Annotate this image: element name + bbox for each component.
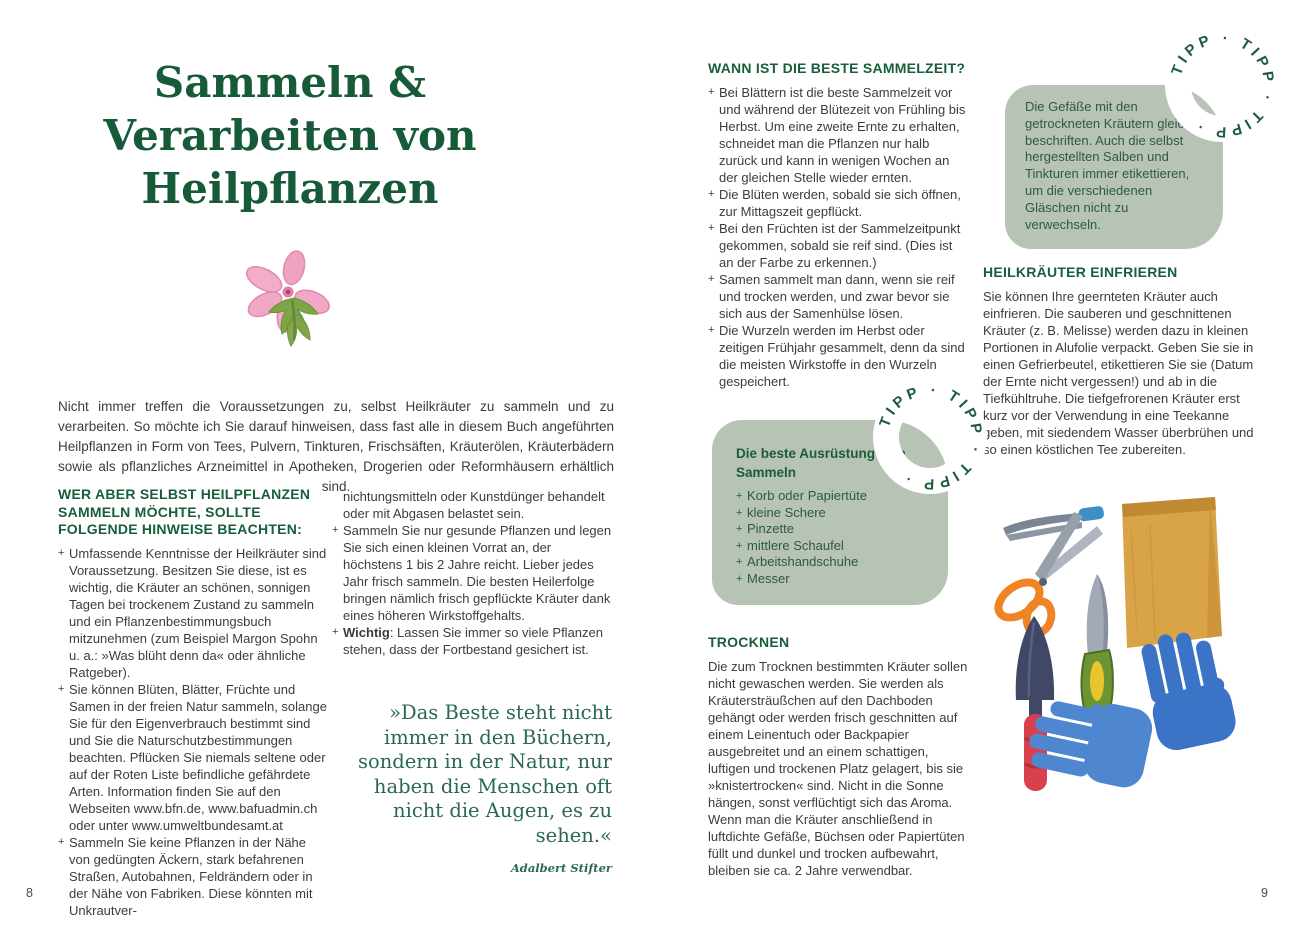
hint-item: + Sammeln Sie keine Pflanzen in der Nähe von gedüngten Äckern, stark befahrenen Straßen, Autobahnen, Feldrändern oder in der Nähe von Fabriken. Diese könnten mit Unkrautver- xyxy=(58,834,328,919)
page-title-line3: Heilpflanzen xyxy=(141,164,439,213)
sammelzeit-list xyxy=(708,84,970,390)
sammelzeit-item: + Bei den Früchten ist der Sammelzeitpunkt gekommen, sobald sie reif sind. (Dies ist an der Farbe zu erkennen.) xyxy=(708,220,970,271)
tipp-badge-icon xyxy=(1153,16,1291,154)
sammelzeit-item: + Die Wurzeln werden im Herbst oder zeitigen Frühjahr gesammelt, denn da sind die meisten Wirkstoffe in den Wurzeln gespeichert. xyxy=(708,322,970,390)
page-title-line1: Sammeln & xyxy=(153,58,427,107)
equipment-item: + mittlere Schaufel xyxy=(736,538,934,555)
equipment-item: + Korb oder Papiertüte xyxy=(736,488,934,505)
einfrieren-heading: HEILKRÄUTER EINFRIEREN xyxy=(983,264,1178,280)
gloves-icon xyxy=(1024,624,1240,791)
page-number-left: 8 xyxy=(26,886,33,900)
quote-attribution: Adalbert Stifter xyxy=(510,861,612,875)
sammelzeit-heading: WANN IST DIE BESTE SAMMELZEIT? xyxy=(708,60,966,76)
tipp-badge-icon xyxy=(861,368,999,506)
trocknen-section xyxy=(708,634,972,879)
einfrieren-text: Sie können Ihre geernteten Kräuter auch einfrieren. Die sauberen und geschnittenen Kräuter (z. B. Melisse) werden dazu in kleinen Portionen in Alufolie verpackt. Geben Sie sie in einen Gefrierbeutel, etikettieren Sie sie (Datum der Ernte nicht vergessen!) und ab in die Tiefkühltruhe. Die tiefgefrorenen Kräuter erst kurz vor der Verwendung in eine Teekanne geben, mit siedendem Wasser überbrühen und so einen köstlichen Tee zubereiten. xyxy=(983,288,1254,457)
hints-column-2 xyxy=(332,488,613,658)
equipment-title: Die beste Ausrüstung zum Sammeln xyxy=(736,446,906,480)
quote-block xyxy=(352,701,612,881)
quote-text: »Das Beste steht nicht immer in den Büchern, sondern in der Natur, nur haben die Menschen oft nicht die Augen, es zu sehen.« xyxy=(357,701,612,847)
hint-item: + Sammeln Sie nur gesunde Pflanzen und legen Sie sich einen kleinen Vorrat an, der höchstens 1 bis 2 Jahre reicht. Lieber jedes Jahr frisch sammeln. Die besten Heilerfolge bringen nämlich frisch gepflückte Kräuter dank eines höheren Wirkstoffgehalts. xyxy=(332,522,613,624)
equipment-item: + Arbeitshandschuhe xyxy=(736,554,934,571)
hints-heading: WER ABER SELBST HEILPFLANZEN SAMMELN MÖCHTE, SOLLTE FOLGENDE HINWEISE BEACHTEN: xyxy=(58,486,311,537)
equipment-item: + Pinzette xyxy=(736,521,934,538)
page-title-line2: Verarbeiten von xyxy=(103,111,477,160)
equipment-item: + kleine Schere xyxy=(736,505,934,522)
sammelzeit-item: + Die Blüten werden, sobald sie sich öffnen, zur Mittagszeit gepflückt. xyxy=(708,186,970,220)
hint-item: + Sie können Blüten, Blätter, Früchte und Samen in der freien Natur sammeln, solange Sie für den Eigenverbrauch bestimmt sind und Sie die Naturschutzbestimmungen beachten. Pflücken Sie niemals seltene oder auf der Roten Liste befindliche gefährdete Arten. Information finden Sie auf den Webseiten www.bfn.de, www.bafuadmin.ch oder unter www.umweltbundesamt.at xyxy=(58,681,328,834)
tools-illustration xyxy=(985,490,1287,812)
hints-list-1 xyxy=(58,545,328,919)
equipment-item: + Messer xyxy=(736,571,934,588)
hint-item-rest: : Lassen Sie immer so viele Pflanzen stehen, dass der Fortbestand gesichert ist. xyxy=(343,625,603,657)
hint-item-continuation: nichtungsmitteln oder Kunstdünger behandelt oder mit Abgasen belastet sein. xyxy=(343,489,605,521)
trocknen-text: Die zum Trocknen bestimmten Kräuter sollen nicht gewaschen werden. Sie werden als Kräutersträußchen auf den Dachboden gehängt oder werden frisch geschnitten auf einem Leinentuch oder Backpapier ausgebreitet und an einem schattigen, luftigen und trockenen Platz gelagert, bis sie »knistertrocken« sind. Nicht in die Sonne hängen, sonst verflüchtigt sich das Aroma. Wenn man die Kräuter anschließend in luftdichte Gefäße, Büchsen oder Papiertüten füllt und dunkel und trocken aufbewahrt, bleiben sie ca. 2 Jahre verwendbar. xyxy=(708,658,968,878)
hint-item xyxy=(332,624,613,658)
tipp-badge-text: TIPP · TIPP · TIPP · xyxy=(876,381,986,493)
hint-item: + Umfassende Kenntnisse der Heilkräuter sind Voraussetzung. Besitzen Sie diese, ist es wichtig, die Kräuter an schönen, sonnigen Tagen bei trockenem Zustand zu sammeln und ein Pflanzenbestimmungsbuch mitzunehmen (zum Beispiel Margon Spohn u. a.: »Was blüht denn da« oder ähnliche Ratgeber). xyxy=(58,545,328,681)
hint-item-bold: Wichtig xyxy=(343,625,390,640)
trocknen-heading: TROCKNEN xyxy=(708,634,790,650)
hints-list-2 xyxy=(332,522,613,658)
sammelzeit-section xyxy=(708,60,970,390)
page-number-right: 9 xyxy=(1261,886,1268,900)
page-title xyxy=(60,56,520,215)
equipment-list xyxy=(736,488,934,587)
paper-bag-icon xyxy=(1122,497,1222,648)
hints-column-1 xyxy=(58,486,328,919)
tip-box-vessels-text: Die Gefäße mit den getrockneten Kräutern gleich beschriften. Auch die selbst hergestellten Salben und Tinkturen immer etikettieren, um die verschiedenen Gläschen nicht zu verwechseln. xyxy=(1025,99,1192,232)
sammelzeit-item: + Samen sammelt man dann, wenn sie reif und trocken werden, und zwar bevor sie sich aus der Samenhülse lösen. xyxy=(708,271,970,322)
flower-illustration xyxy=(228,240,352,362)
einfrieren-section xyxy=(983,264,1257,458)
sammelzeit-item: + Bei Blättern ist die beste Sammelzeit vor und während der Blütezeit von Frühling bis Herbst. Um eine zweite Ernte zu erhalten, schneidet man die Pflanzen nur halb zurück und kann in wenigen Wochen an der gleichen Stelle wieder ernten. xyxy=(708,84,970,186)
knife-icon xyxy=(1081,574,1112,713)
tipp-badge-text: TIPP · TIPP · TIPP · xyxy=(1168,29,1278,141)
intro-paragraph: Nicht immer treffen die Voraussetzungen zu, selbst Heilkräuter zu sammeln und zu verarbeiten. So möchte ich Sie darauf hinweisen, dass fast alle in diesem Buch angeführten Heilpflanzen in Form von Tees, Pulvern, Tinkturen, Frischsäften, Kräuterölen, Kräuterbädern sowie als pflanzliches Arzneimittel in Apotheken, Drogerien oder Reformhäusern erhältlich sind. xyxy=(58,398,614,494)
